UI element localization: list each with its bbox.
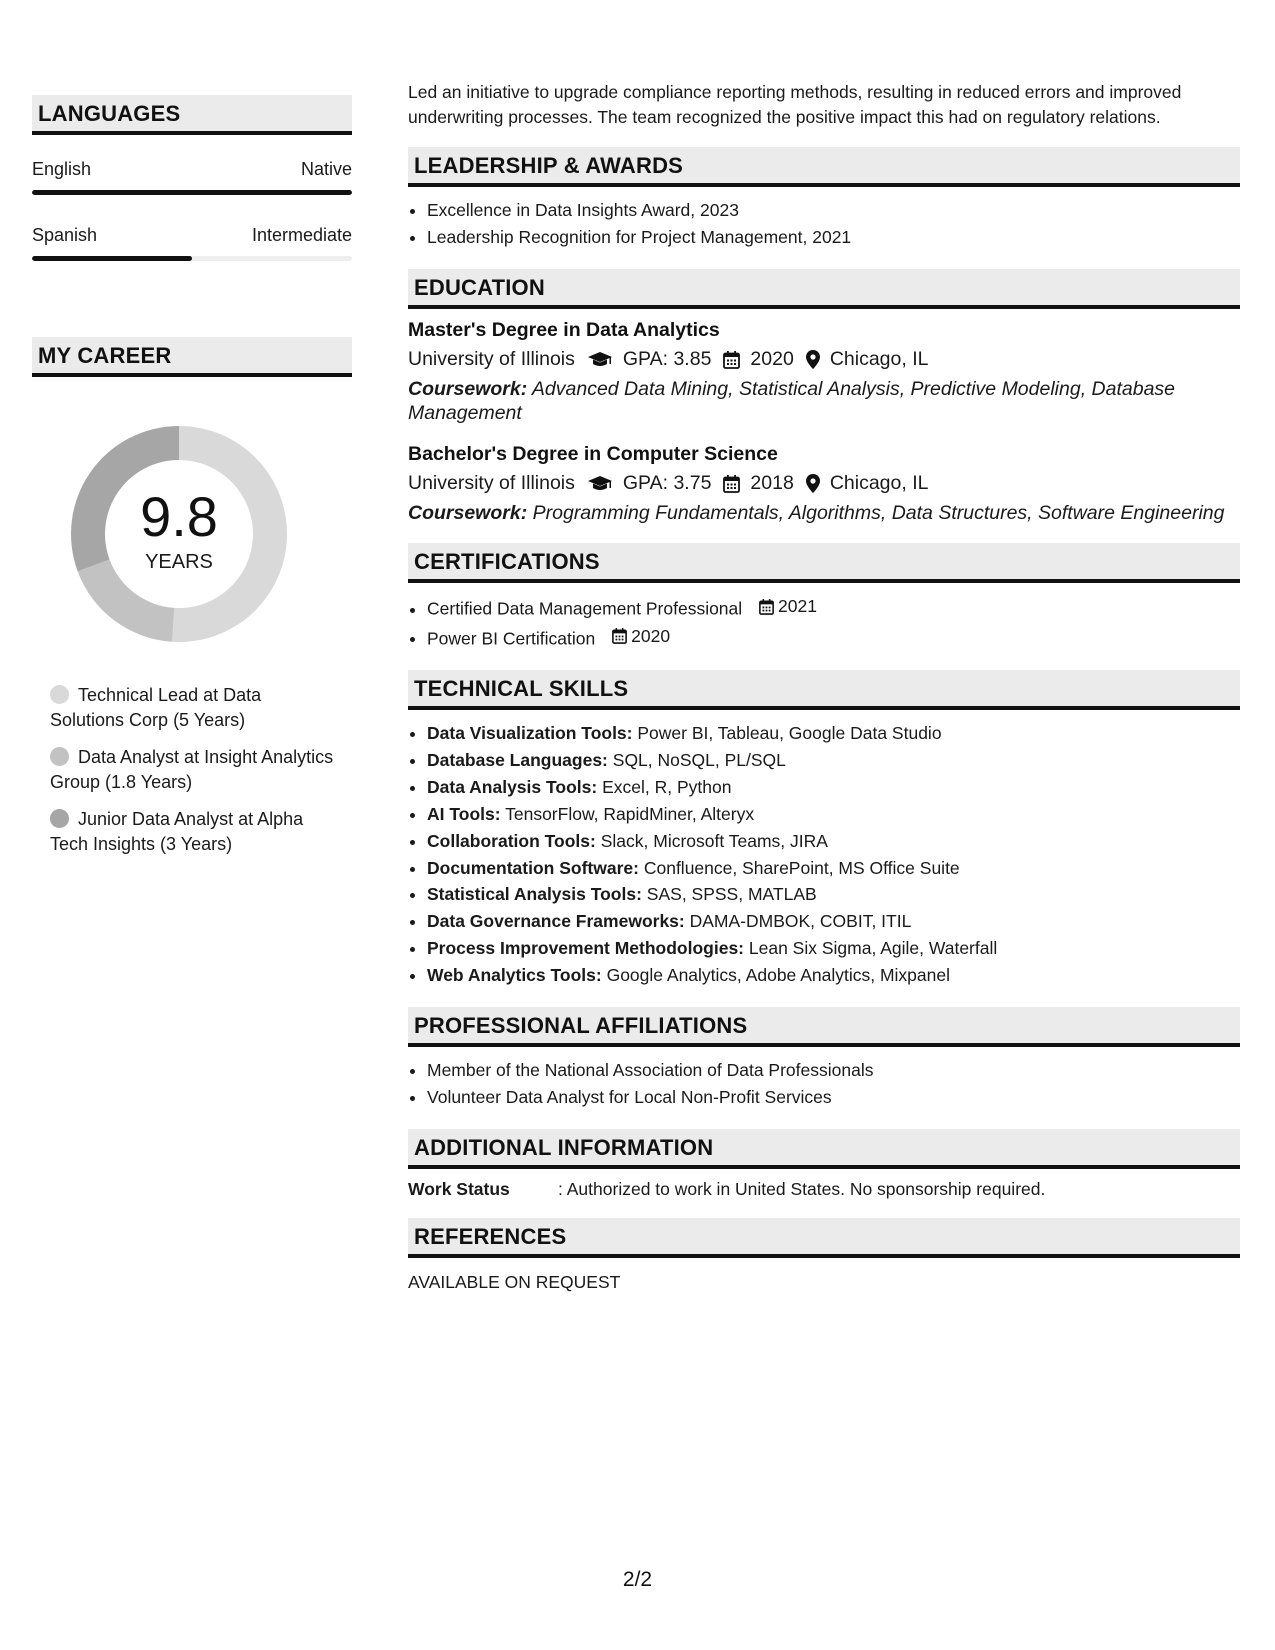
skill-values: SAS, SPSS, MATLAB xyxy=(646,884,817,905)
school-location: Chicago, IL xyxy=(829,348,929,370)
education-heading: EDUCATION xyxy=(408,269,1240,309)
page-number: 2/2 xyxy=(622,1568,653,1591)
language-name: Spanish xyxy=(32,225,98,245)
degree-title: Master's Degree in Data Analytics xyxy=(408,319,720,341)
calendar-icon xyxy=(759,599,774,615)
legend-dot xyxy=(50,809,69,828)
coursework xyxy=(408,501,1240,525)
right-column xyxy=(408,80,1240,1293)
skill-values: Power BI, Tableau, Google Data Studio xyxy=(637,723,942,743)
skill-category: Database Languages: xyxy=(427,749,608,770)
awards-list xyxy=(408,197,1240,251)
education-meta xyxy=(408,348,1240,371)
language-proficiency-fill xyxy=(32,190,352,195)
affiliation-item: • Member of the National Association of Data Professionals xyxy=(427,1057,1240,1084)
language-level: Intermediate xyxy=(251,225,352,245)
coursework-label: Coursework: xyxy=(408,378,528,400)
skill-item xyxy=(427,962,1240,989)
language-proficiency-fill xyxy=(32,256,192,261)
skill-category: Web Analytics Tools: xyxy=(427,965,602,986)
certification-year: 2021 xyxy=(778,596,817,616)
skill-category: Process Improvement Methodologies: xyxy=(427,938,745,959)
skill-category: Data Analysis Tools: xyxy=(427,776,598,797)
skill-item xyxy=(427,855,1240,882)
school-name: University of Illinois xyxy=(408,348,575,370)
certification-item xyxy=(427,593,1240,623)
experience-description: Led an initiative to upgrade compliance reporting methods, resulting in reduced errors and improved underwriting processes. The team recognized the positive impact this had on regulatory relations. xyxy=(408,82,1182,127)
graduation-year: 2020 xyxy=(750,348,794,370)
skill-values: Slack, Microsoft Teams, JIRA xyxy=(600,830,828,851)
references-text: AVAILABLE ON REQUEST xyxy=(408,1272,621,1293)
skill-values: Confluence, SharePoint, MS Office Suite xyxy=(643,857,960,878)
skill-category: Data Governance Frameworks: xyxy=(427,911,685,932)
coursework-label: Coursework: xyxy=(408,502,528,524)
legend-label: Data Analyst at Insight Analytics Group (1.8 Years) xyxy=(50,747,334,792)
calendar-icon xyxy=(723,475,740,493)
legend-dot xyxy=(50,747,69,766)
left-column xyxy=(32,95,352,869)
certification-name: Certified Data Management Professional xyxy=(427,598,743,619)
references-heading: REFERENCES xyxy=(408,1218,1240,1258)
school-location: Chicago, IL xyxy=(829,472,929,494)
skill-values: Google Analytics, Adobe Analytics, Mixpanel xyxy=(606,965,950,986)
language-proficiency-bar xyxy=(32,190,352,195)
career-donut-chart xyxy=(64,419,294,649)
skills-list xyxy=(408,720,1240,989)
skill-category: Statistical Analysis Tools: xyxy=(427,884,642,905)
coursework xyxy=(408,377,1240,425)
legend-label: Technical Lead at Data Solutions Corp (5 Years) xyxy=(50,685,262,730)
gpa: GPA: 3.85 xyxy=(622,348,712,370)
work-status-row xyxy=(408,1179,1240,1200)
career-legend-item xyxy=(50,807,340,857)
skill-item xyxy=(427,747,1240,774)
legend-dot xyxy=(50,685,69,704)
language-level: Native xyxy=(300,159,352,179)
skill-item xyxy=(427,908,1240,935)
career-legend-item xyxy=(50,745,340,795)
gpa: GPA: 3.75 xyxy=(622,472,712,494)
career-legend xyxy=(50,683,340,857)
skill-category: Collaboration Tools: xyxy=(427,830,596,851)
affiliation-item: • Volunteer Data Analyst for Local Non-Profit Services xyxy=(427,1084,1240,1111)
languages-heading: LANGUAGES xyxy=(32,95,352,135)
skill-values: TensorFlow, RapidMiner, Alteryx xyxy=(505,803,755,824)
award-item: • Excellence in Data Insights Award, 2023 xyxy=(427,197,1240,224)
career-total-unit: YEARS xyxy=(145,550,213,573)
graduation-cap-icon xyxy=(587,475,613,493)
career-heading: MY CAREER xyxy=(32,337,352,377)
language-proficiency-bar xyxy=(32,256,352,261)
location-pin-icon xyxy=(806,350,820,369)
language-item-spanish xyxy=(32,225,352,261)
skill-values: DAMA-DMBOK, COBIT, ITIL xyxy=(689,911,912,932)
skill-values: Excel, R, Python xyxy=(602,776,732,797)
skill-category: Documentation Software: xyxy=(427,857,639,878)
career-total-years: 9.8 xyxy=(140,484,218,548)
legend-label: Junior Data Analyst at Alpha Tech Insights (3 Years) xyxy=(50,809,304,854)
coursework-list: Advanced Data Mining, Statistical Analysis, Predictive Modeling, Database Management xyxy=(408,378,1176,424)
language-name: English xyxy=(32,159,92,179)
coursework-list: Programming Fundamentals, Algorithms, Data Structures, Software Engineering xyxy=(532,502,1225,524)
graduation-year: 2018 xyxy=(750,472,794,494)
career-legend-item xyxy=(50,683,340,733)
skill-item xyxy=(427,828,1240,855)
language-item-english xyxy=(32,159,352,195)
award-item: • Leadership Recognition for Project Management, 2021 xyxy=(427,224,1240,251)
calendar-icon xyxy=(612,628,627,644)
skill-category: Data Visualization Tools: xyxy=(427,723,633,743)
certification-item xyxy=(427,623,1240,653)
skill-item xyxy=(427,801,1240,828)
skill-item xyxy=(427,881,1240,908)
certifications-heading: CERTIFICATIONS xyxy=(408,543,1240,583)
graduation-cap-icon xyxy=(587,351,613,369)
awards-heading: LEADERSHIP & AWARDS xyxy=(408,147,1240,187)
certifications-list xyxy=(408,593,1240,652)
skill-item xyxy=(427,935,1240,962)
skill-values: SQL, NoSQL, PL/SQL xyxy=(612,749,786,770)
calendar-icon xyxy=(723,351,740,369)
skill-values: Lean Six Sigma, Agile, Waterfall xyxy=(748,938,998,959)
affiliations-heading: PROFESSIONAL AFFILIATIONS xyxy=(408,1007,1240,1047)
certification-name: Power BI Certification xyxy=(427,628,596,648)
career-donut-center xyxy=(64,419,294,649)
skill-item xyxy=(427,720,1240,747)
education-meta xyxy=(408,472,1240,495)
skills-heading: TECHNICAL SKILLS xyxy=(408,670,1240,710)
education-entry xyxy=(408,319,1240,425)
work-status-value: : Authorized to work in United States. No sponsorship required. xyxy=(558,1179,1046,1200)
location-pin-icon xyxy=(806,474,820,493)
work-status-label: Work Status xyxy=(408,1179,510,1200)
skill-category: AI Tools: xyxy=(427,803,501,824)
certification-year: 2020 xyxy=(631,625,671,646)
education-entry xyxy=(408,443,1240,525)
degree-title: Bachelor's Degree in Computer Science xyxy=(408,443,778,465)
affiliations-list xyxy=(408,1057,1240,1111)
additional-info-heading: ADDITIONAL INFORMATION xyxy=(408,1129,1240,1169)
skill-item xyxy=(427,774,1240,801)
school-name: University of Illinois xyxy=(408,472,575,494)
